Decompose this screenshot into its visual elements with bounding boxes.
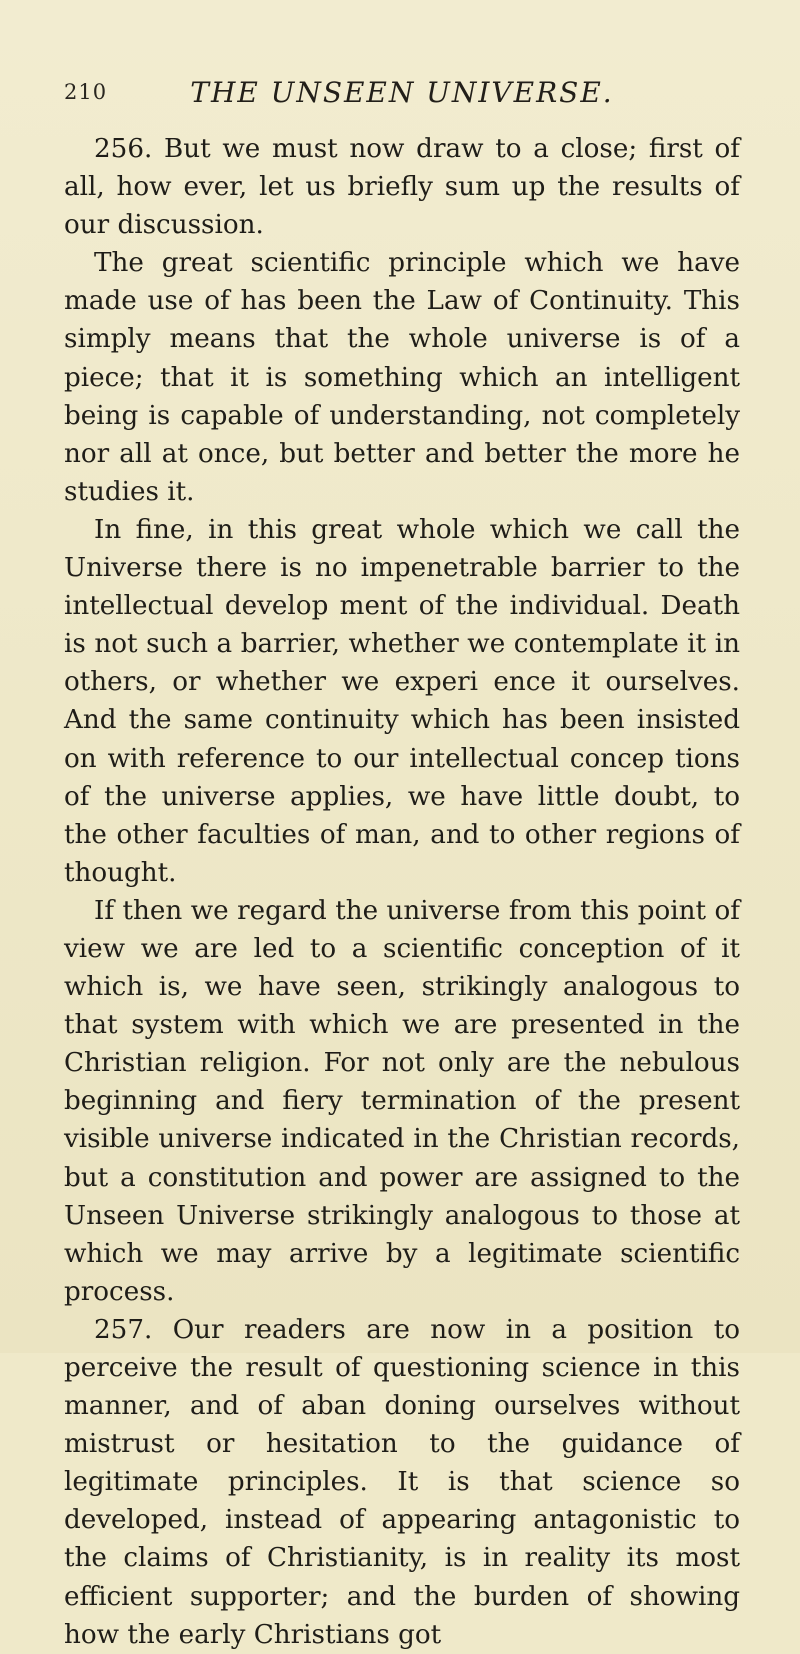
body-text <box>64 130 740 1654</box>
running-head: THE UNSEEN UNIVERSE. <box>190 76 614 109</box>
page-number: 210 <box>64 80 108 104</box>
paragraph-257: 257. Our readers are now in a position to perceive the result of questioning science in this manner, and of aban doning ourselves without mistrust or hesitation to the guidance of legitimate principles. It is that science so developed, instead of appearing antagonistic to the claims of Christianity, is in reality its most efficient supporter; and the burden of showing how the early Christians got <box>64 1314 740 1650</box>
paragraph-in-fine: In fine, in this great whole which we call the Universe there is no impenetrable barrier to the intellectual develop ment of the individual. Death is not such a barrier, whether we contemplate it in others, or whether we experi ence it ourselves. And the same continuity which has been insisted on with reference to our intellectual concep tions of the universe applies, we have little doubt, to the other faculties of man, and to other regions of thought. <box>64 514 740 888</box>
paragraph-law-of-continuity: The great scientific principle which we have made use of has been the Law of Continuity. This simply means that the whole universe is of a piece; that it is something which an intelligent being is capable of understanding, not completely nor all at once, but better and better the more he studies it. <box>64 248 740 507</box>
paragraph-256: 256. But we must now draw to a close; first of all, how ever, let us briefly sum up the results of our discussion. <box>64 134 740 241</box>
paragraph-point-of-view: If then we regard the universe from this point of view we are led to a scientific conception of it which is, we have seen, strikingly analogous to that system with which we are presented in the Christian religion. For not only are the nebulous beginning and fiery termination of the present visible universe indicated in the Christian records, but a constitution and power are assigned to the Unseen Universe strikingly analogous to those at which we may arrive by a legitimate scientific process. <box>64 895 740 1307</box>
page-header <box>64 76 740 116</box>
